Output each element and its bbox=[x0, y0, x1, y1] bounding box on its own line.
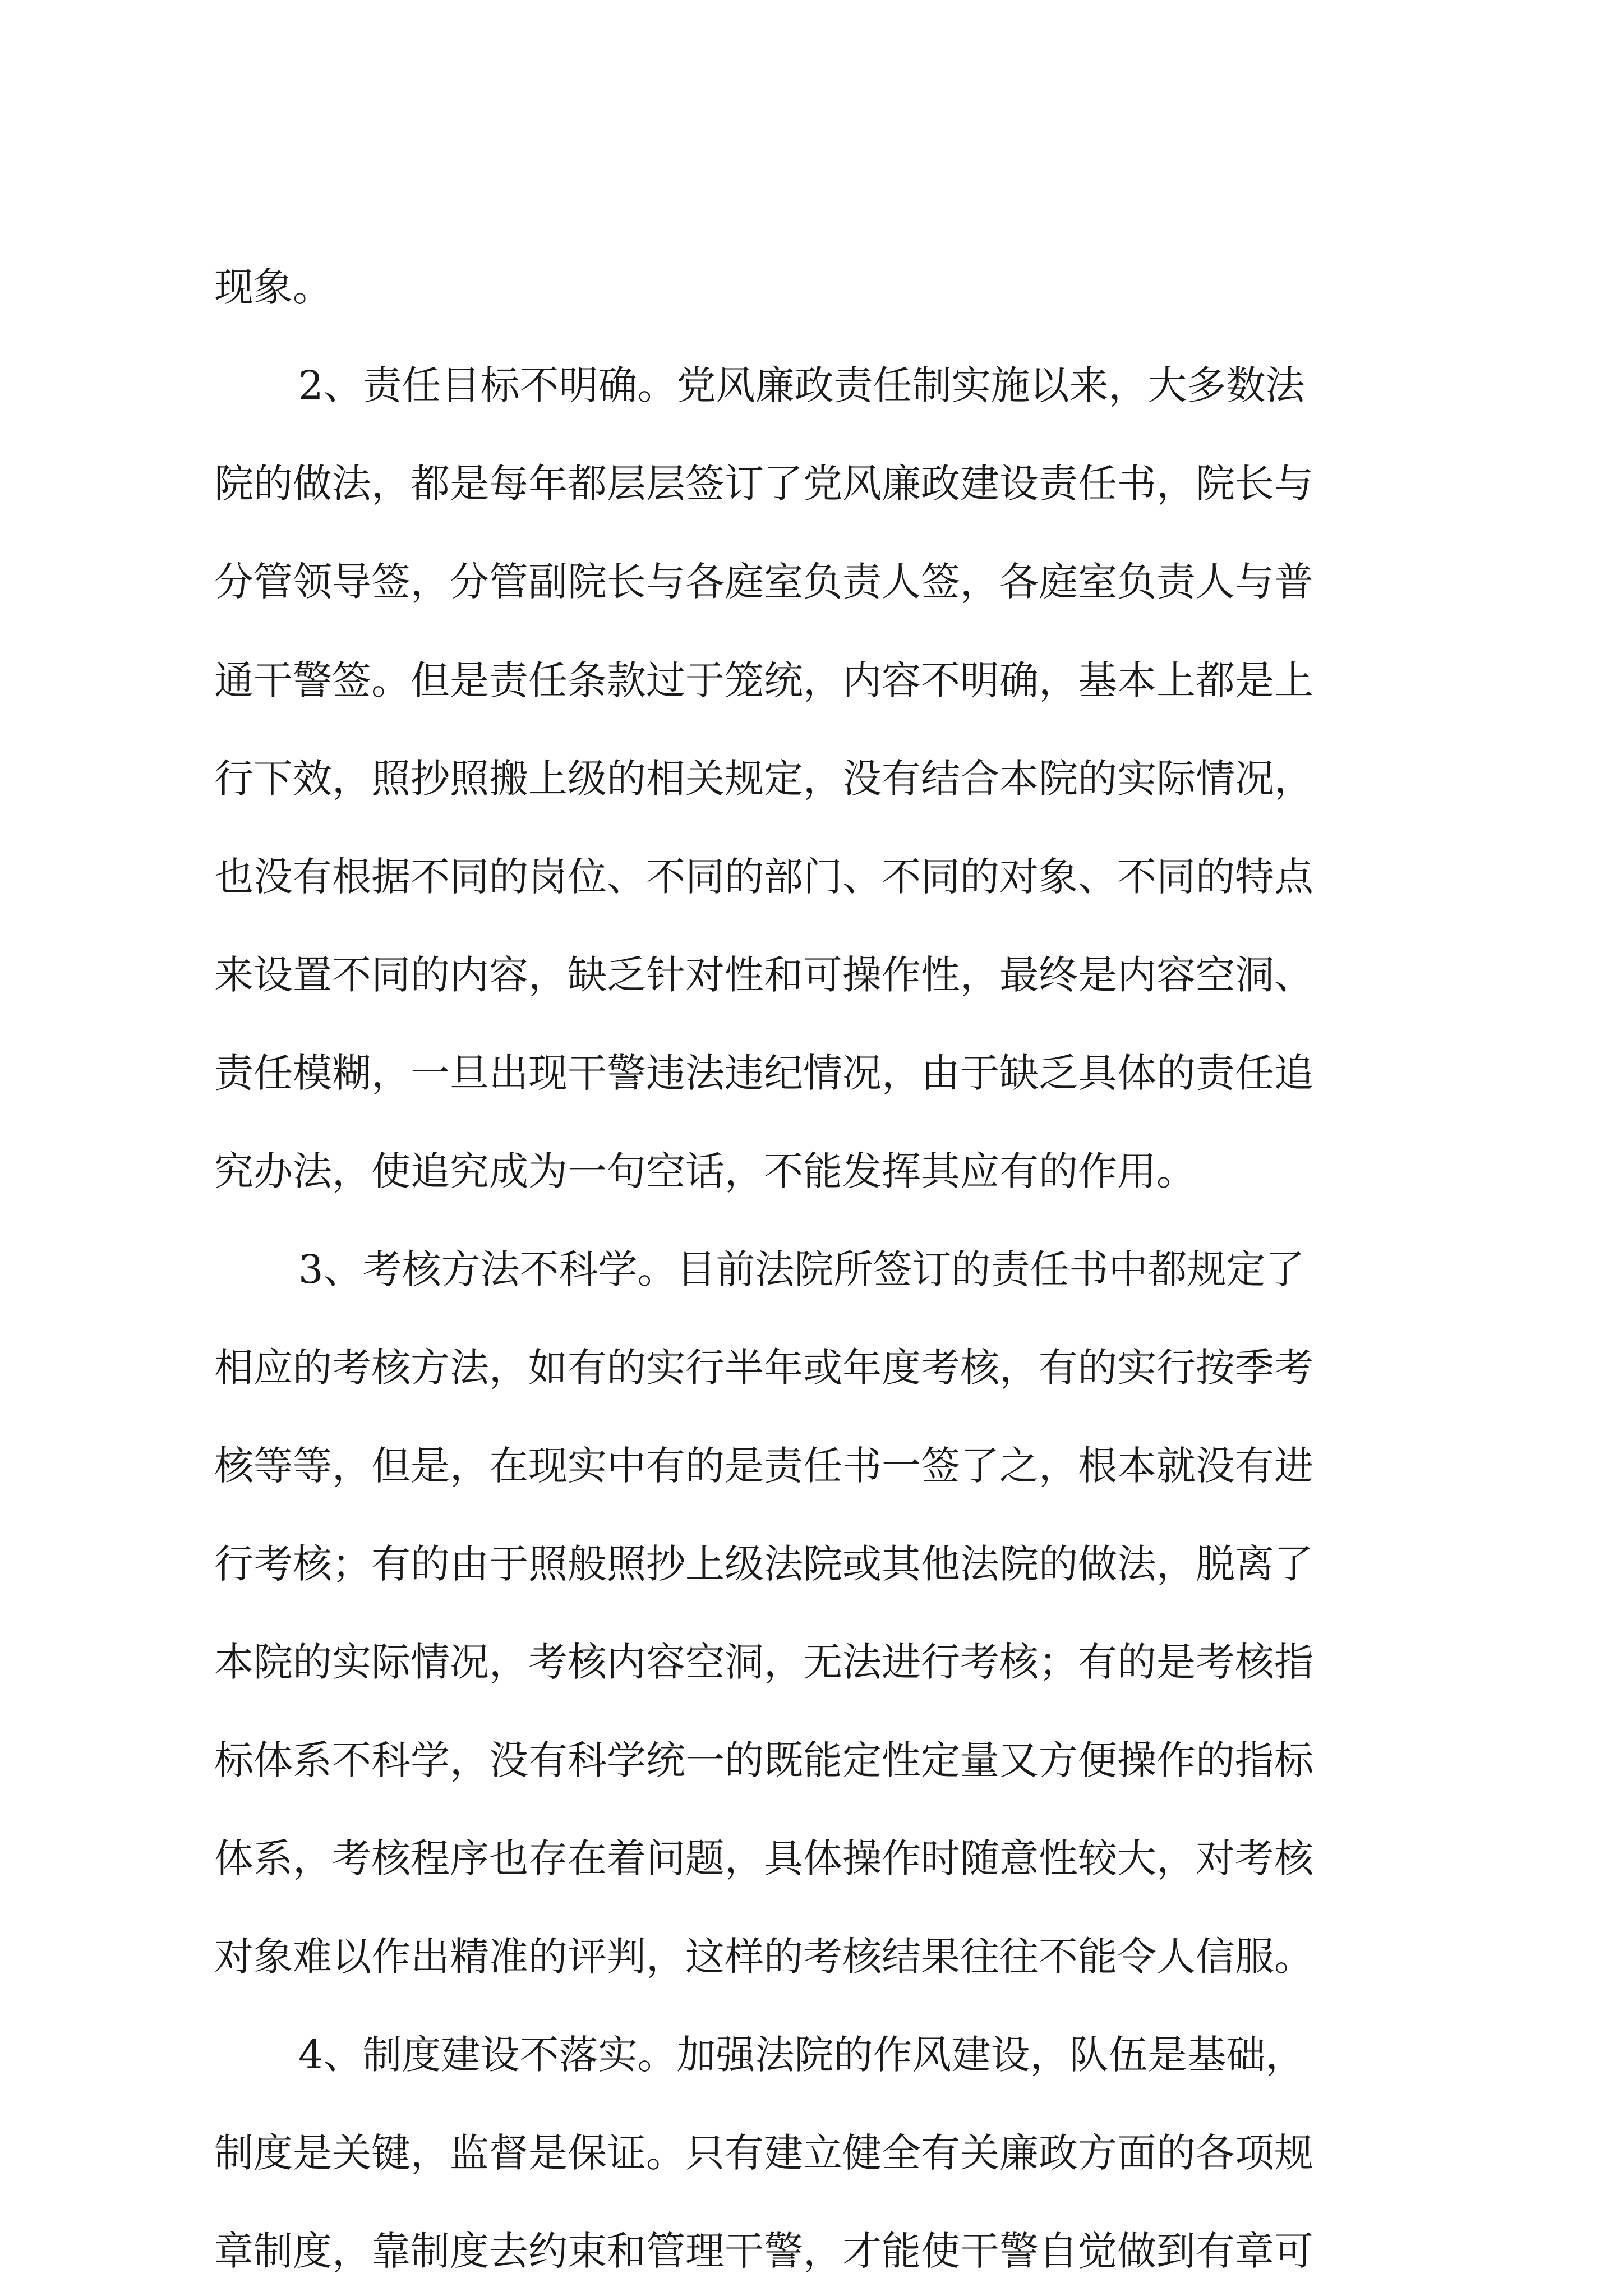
paragraph-2-start: 2、责任目标不明确。党风廉政责任制实施以来，大多数法 bbox=[298, 362, 1305, 408]
text-line: 相应的考核方法，如有的实行半年或年度考核，有的实行按季考 bbox=[214, 1345, 1313, 1391]
text-line: 究办法，使追究成为一句空话，不能发挥其应有的作用。 bbox=[214, 1148, 1196, 1194]
text-line: 核等等，但是，在现实中有的是责任书一签了之，根本就没有进 bbox=[214, 1443, 1313, 1489]
text-line: 制度是关键，监督是保证。只有建立健全有关廉政方面的各项规 bbox=[214, 2130, 1313, 2176]
text-line: 对象难以作出精准的评判，这样的考核结果往往不能令人信服。 bbox=[214, 1934, 1313, 1980]
text-line: 责任模糊，一旦出现干警违法违纪情况，由于缺乏具体的责任追 bbox=[214, 1050, 1313, 1096]
text-line: 行考核；有的由于照般照抄上级法院或其他法院的做法，脱离了 bbox=[214, 1541, 1313, 1587]
text-line: 本院的实际情况，考核内容空洞，无法进行考核；有的是考核指 bbox=[214, 1639, 1313, 1685]
text-line: 章制度，靠制度去约束和管理干警，才能使干警自觉做到有章可 bbox=[214, 2228, 1313, 2274]
text-line: 通干警签。但是责任条款过于笼统，内容不明确，基本上都是上 bbox=[214, 657, 1313, 703]
text-line: 分管领导签，分管副院长与各庭室负责人签，各庭室负责人与普 bbox=[214, 559, 1313, 605]
text-line: 也没有根据不同的岗位、不同的部门、不同的对象、不同的特点 bbox=[214, 854, 1313, 900]
text-line: 来设置不同的内容，缺乏针对性和可操作性，最终是内容空洞、 bbox=[214, 952, 1313, 998]
text-line: 行下效，照抄照搬上级的相关规定，没有结合本院的实际情况， bbox=[214, 756, 1313, 802]
text-line: 现象。 bbox=[214, 264, 332, 310]
text-line: 院的做法，都是每年都层层签订了党风廉政建设责任书，院长与 bbox=[214, 461, 1313, 507]
paragraph-3-start: 3、考核方法不科学。目前法院所签订的责任书中都规定了 bbox=[298, 1246, 1305, 1292]
text-line: 体系，考核程序也存在着问题，具体操作时随意性较大，对考核 bbox=[214, 1835, 1313, 1881]
text-line: 标体系不科学，没有科学统一的既能定性定量又方便操作的指标 bbox=[214, 1737, 1313, 1783]
paragraph-4-start: 4、制度建设不落实。加强法院的作风建设，队伍是基础， bbox=[298, 2032, 1305, 2078]
